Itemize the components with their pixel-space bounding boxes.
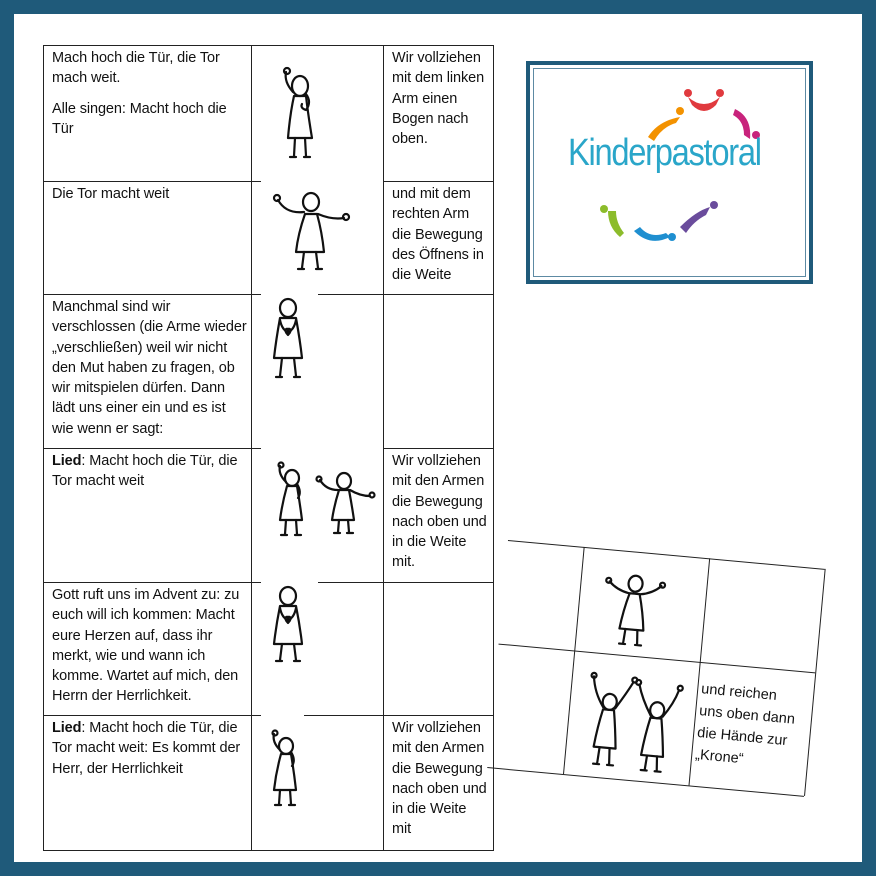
logo-wordmark: Kinderpastoral <box>568 132 761 174</box>
row-4-bold: Lied <box>52 453 82 469</box>
row-2-text: Die Tor macht weit <box>52 186 170 202</box>
row-1-action: Wir vollziehen mit dem linken Arm einen Bogen nach oben. <box>392 50 485 148</box>
row-4-rest: : Macht hoch die Tür, die Tor macht weit <box>52 453 238 490</box>
stick-figure-icon <box>314 470 378 536</box>
row-6-bold: Lied <box>52 720 82 736</box>
row-3-text: Manchmal sind wir verschlossen (die Arme wieder „verschließen) weil wir nicht den Mut haben zu fragen, ob wir mitspielen dürfen. Dann lädt uns einer ein und es ist wie wenn er sagt: <box>52 299 247 437</box>
stick-figure-icon <box>262 726 306 812</box>
clipping-text: und reichen uns oben dann die Hände zur „Krone“ <box>694 681 796 768</box>
stick-figure-icon <box>593 569 672 660</box>
kinderpastoral-logo <box>526 61 813 284</box>
row-4-action: Wir vollziehen mit den Armen die Bewegung nach oben und in die Weite mit. <box>392 453 487 571</box>
stick-figure-icon <box>270 64 330 164</box>
stick-figure-icon <box>575 669 694 784</box>
row-1-text-2: Alle singen: Macht hoch die Tür <box>52 101 227 138</box>
row-5-text: Gott ruft uns im Advent zu: zu euch will ich kommen: Macht eure Herzen auf, dass ihr merkt, wie und wann ich komme. Wartet auf mich, den Herrn der Herrlichkeit. <box>52 587 240 705</box>
row-6-text <box>52 718 248 779</box>
stick-figure-icon <box>266 584 310 668</box>
stick-figure-icon <box>266 296 310 386</box>
row-6-rest: : Macht hoch die Tür, die Tor macht weit: Es kommt der Herr, der Herrlichkeit <box>52 720 241 777</box>
row-6-action: Wir vollziehen mit den Armen die Bewegung nach oben und in die Weite mit <box>392 720 487 838</box>
row-2-action: und mit dem rechten Arm die Bewegung des Öffnens in die Weite <box>392 186 484 284</box>
rotated-table-clipping <box>485 540 826 818</box>
row-4-text <box>52 451 248 492</box>
stick-figure-icon <box>266 186 356 276</box>
stick-figure-icon <box>268 460 312 540</box>
row-1-text: Mach hoch die Tür, die Tor mach weit. <box>52 50 220 87</box>
